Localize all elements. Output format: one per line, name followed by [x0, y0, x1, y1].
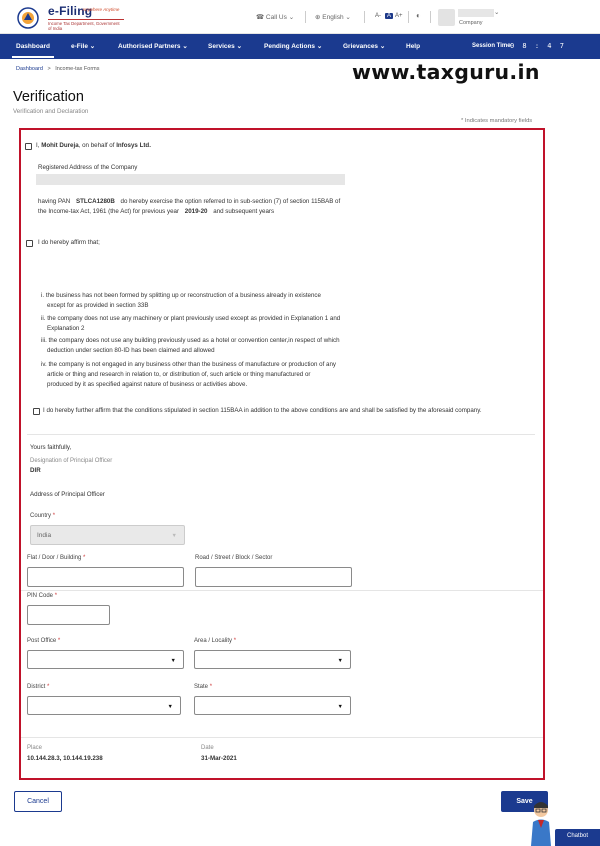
divider: [408, 11, 409, 23]
nav-grievances-label: Grievances: [343, 43, 379, 50]
font-decrease-button[interactable]: A-: [375, 13, 381, 19]
chevron-down-icon: ⌄: [236, 43, 243, 50]
save-button[interactable]: Save: [501, 791, 548, 812]
post-office-label: [27, 638, 60, 644]
flat-door-building-input[interactable]: [27, 567, 184, 587]
language-selector[interactable]: [315, 13, 351, 21]
brand-subtitle: Income Tax Department, Government of India: [48, 19, 124, 31]
chevron-down-icon: ▼: [337, 658, 343, 664]
session-timer: 0 8 : 4 7: [510, 42, 566, 50]
registered-address-value-redacted: [36, 174, 345, 185]
previous-year-value: 2019-20: [184, 208, 208, 215]
nav-services[interactable]: [208, 34, 242, 59]
subsequent-years-text: and subsequent years: [213, 208, 275, 215]
brand-tagline: Anywhere Anytime: [82, 7, 120, 12]
chevron-down-icon: ⌄: [316, 43, 323, 50]
company-name: Infosys Ltd.: [116, 142, 151, 149]
further-affirm-checkbox[interactable]: [33, 408, 40, 415]
designation-label: Designation of Principal Officer: [30, 458, 113, 464]
user-name-redacted: [458, 9, 494, 17]
condition-line: Explanation 2: [47, 325, 85, 332]
page-title: Verification: [13, 89, 84, 105]
contrast-toggle-icon[interactable]: ◐: [416, 11, 421, 20]
declaration-checkbox[interactable]: [25, 143, 32, 150]
condition-line: except for as provided in section 33B: [47, 302, 149, 309]
chevron-down-icon: ⌄: [379, 43, 386, 50]
flat-label: [27, 555, 85, 561]
chevron-down-icon: ⌄: [89, 43, 96, 50]
area-label: [194, 638, 236, 644]
declaration-line: [36, 141, 151, 151]
divider: [430, 11, 431, 23]
affirm-text: I do hereby affirm that;: [38, 239, 100, 246]
chevron-down-icon: ▼: [171, 533, 177, 539]
further-affirm-text: I do hereby further affirm that the conditions stipulated in section 115BAA in addition to the above conditions are and shall be satisfied by the aforesaid company.: [43, 407, 482, 414]
pan-value: STLCA1280B: [75, 198, 115, 205]
pin-label-text: PIN Code: [27, 593, 54, 599]
user-role: Company: [459, 20, 483, 26]
chatbot-avatar-icon[interactable]: [526, 800, 556, 846]
chatbot-button[interactable]: Chatbot: [555, 829, 600, 846]
address-of-principal-officer-label: Address of Principal Officer: [30, 491, 105, 498]
nav-authorised-partners[interactable]: [118, 34, 188, 59]
breadcrumb-dashboard[interactable]: Dashboard: [16, 66, 43, 72]
main-navigation: [0, 34, 600, 59]
option-line-1: [38, 197, 340, 207]
i-prefix: I,: [36, 142, 40, 149]
divider: [27, 434, 535, 435]
globe-icon: ⊕: [315, 14, 321, 21]
call-us-label: Call Us: [265, 14, 287, 21]
divider: [364, 11, 365, 23]
affirm-checkbox[interactable]: [26, 240, 33, 247]
nav-efile[interactable]: [71, 34, 95, 59]
session-time-label: Session Time: [472, 43, 511, 49]
option-line-2: [38, 207, 274, 217]
watermark-text: www.taxguru.in: [352, 60, 540, 84]
required-mark: *: [57, 638, 61, 644]
nav-dashboard[interactable]: Dashboard: [16, 43, 50, 50]
having-pan-text: having PAN: [38, 198, 71, 205]
nav-help[interactable]: Help: [406, 43, 421, 50]
country-value: India: [37, 532, 52, 539]
state-label: [194, 684, 212, 690]
required-mark: *: [52, 513, 56, 519]
mandatory-note: * Indicates mandatory fields: [461, 118, 533, 124]
brand-name[interactable]: e-Filing: [48, 4, 93, 18]
district-label: [27, 684, 49, 690]
required-mark: *: [47, 684, 50, 690]
area-label-text: Area / Locality: [194, 638, 233, 644]
font-increase-button[interactable]: A+: [395, 13, 403, 19]
principal-officer-name: Mohit Dureja: [41, 142, 79, 149]
required-mark: *: [83, 555, 86, 561]
state-select[interactable]: [194, 696, 351, 715]
designation-value: DIR: [30, 467, 41, 474]
language-label: English: [322, 14, 344, 21]
avatar[interactable]: [438, 9, 455, 26]
nav-active-indicator: [12, 56, 54, 58]
country-label: [30, 513, 55, 519]
font-normal-button[interactable]: A: [387, 13, 392, 19]
page-subtitle: Verification and Declaration: [13, 108, 89, 115]
district-select[interactable]: [27, 696, 181, 715]
country-select[interactable]: [30, 525, 185, 545]
nav-pending-actions-label: Pending Actions: [264, 43, 316, 50]
state-label-text: State: [194, 684, 209, 690]
post-office-select[interactable]: [27, 650, 184, 669]
nav-pending-actions[interactable]: [264, 34, 322, 59]
required-mark: *: [233, 638, 237, 644]
phone-icon: ☎: [256, 14, 265, 21]
emblem-logo-icon[interactable]: [14, 6, 42, 30]
condition-line: iii. the company does not use any building previously used as a hotel or convention center,in respect of which: [41, 337, 340, 344]
condition-line: article or thing and research in relation to, or distribution of, such article or thing manufactured or: [47, 371, 311, 378]
top-header: [0, 0, 600, 34]
area-locality-select[interactable]: [194, 650, 351, 669]
nav-services-label: Services: [208, 43, 235, 50]
chevron-down-icon: ▼: [337, 704, 343, 710]
country-label-text: Country: [30, 513, 52, 519]
behalf-text: , on behalf of: [78, 142, 115, 149]
verification-form-highlight: [19, 128, 545, 780]
road-label: Road / Street / Block / Sector: [195, 555, 273, 561]
registered-address-label: Registered Address of the Company: [38, 164, 138, 171]
road-street-input[interactable]: [195, 567, 352, 587]
option-text: do hereby exercise the option referred to in sub-section (7) of section 115BAB of: [120, 198, 341, 205]
breadcrumb-current: Income-tax Forms: [55, 66, 100, 72]
nav-authorised-partners-label: Authorised Partners: [118, 43, 181, 50]
breadcrumb-separator: >: [47, 66, 51, 72]
yours-faithfully: Yours faithfully,: [30, 444, 72, 451]
chevron-down-icon: ▼: [170, 658, 176, 664]
chevron-down-icon: ⌄: [182, 43, 188, 50]
date-label: Date: [201, 745, 214, 751]
condition-line: ii. the company does not use any machinery or plant previously used except as provided in Explanation 1 and: [41, 315, 341, 322]
chevron-down-icon: ⌄: [345, 14, 351, 21]
chevron-down-icon: ▼: [167, 704, 173, 710]
condition-line: produced by it as specified against nature of business or activities above.: [47, 381, 248, 388]
cancel-button[interactable]: Cancel: [14, 791, 62, 812]
pin-code-input[interactable]: [27, 605, 110, 625]
pin-label: [27, 593, 57, 599]
call-us-menu[interactable]: [256, 13, 294, 21]
date-value: 31-Mar-2021: [201, 755, 237, 762]
divider: [305, 11, 306, 23]
place-value: 10.144.28.3, 10.144.19.238: [27, 755, 103, 762]
post-office-label-text: Post Office: [27, 638, 57, 644]
chevron-down-icon[interactable]: ⌄: [494, 9, 500, 16]
divider: [21, 590, 543, 591]
condition-line: iv. the company is not engaged in any business other than the business of manufacture or production of any: [41, 361, 337, 368]
flat-label-text: Flat / Door / Building: [27, 555, 82, 561]
divider: [21, 737, 543, 738]
chevron-down-icon: ⌄: [288, 14, 295, 21]
act-text: the Income-tax Act, 1961 (the Act) for previous year: [38, 208, 180, 215]
nav-efile-label: e-File: [71, 43, 88, 50]
required-mark: *: [209, 684, 213, 690]
breadcrumb: [16, 66, 100, 72]
condition-line: i. the business has not been formed by splitting up or reconstruction of a business already in existence: [41, 292, 321, 299]
place-label: Place: [27, 745, 43, 751]
condition-line: deduction under section 80-ID has been claimed and allowed: [47, 347, 215, 354]
required-mark: *: [54, 593, 58, 599]
district-label-text: District: [27, 684, 46, 690]
nav-grievances[interactable]: [343, 34, 385, 59]
